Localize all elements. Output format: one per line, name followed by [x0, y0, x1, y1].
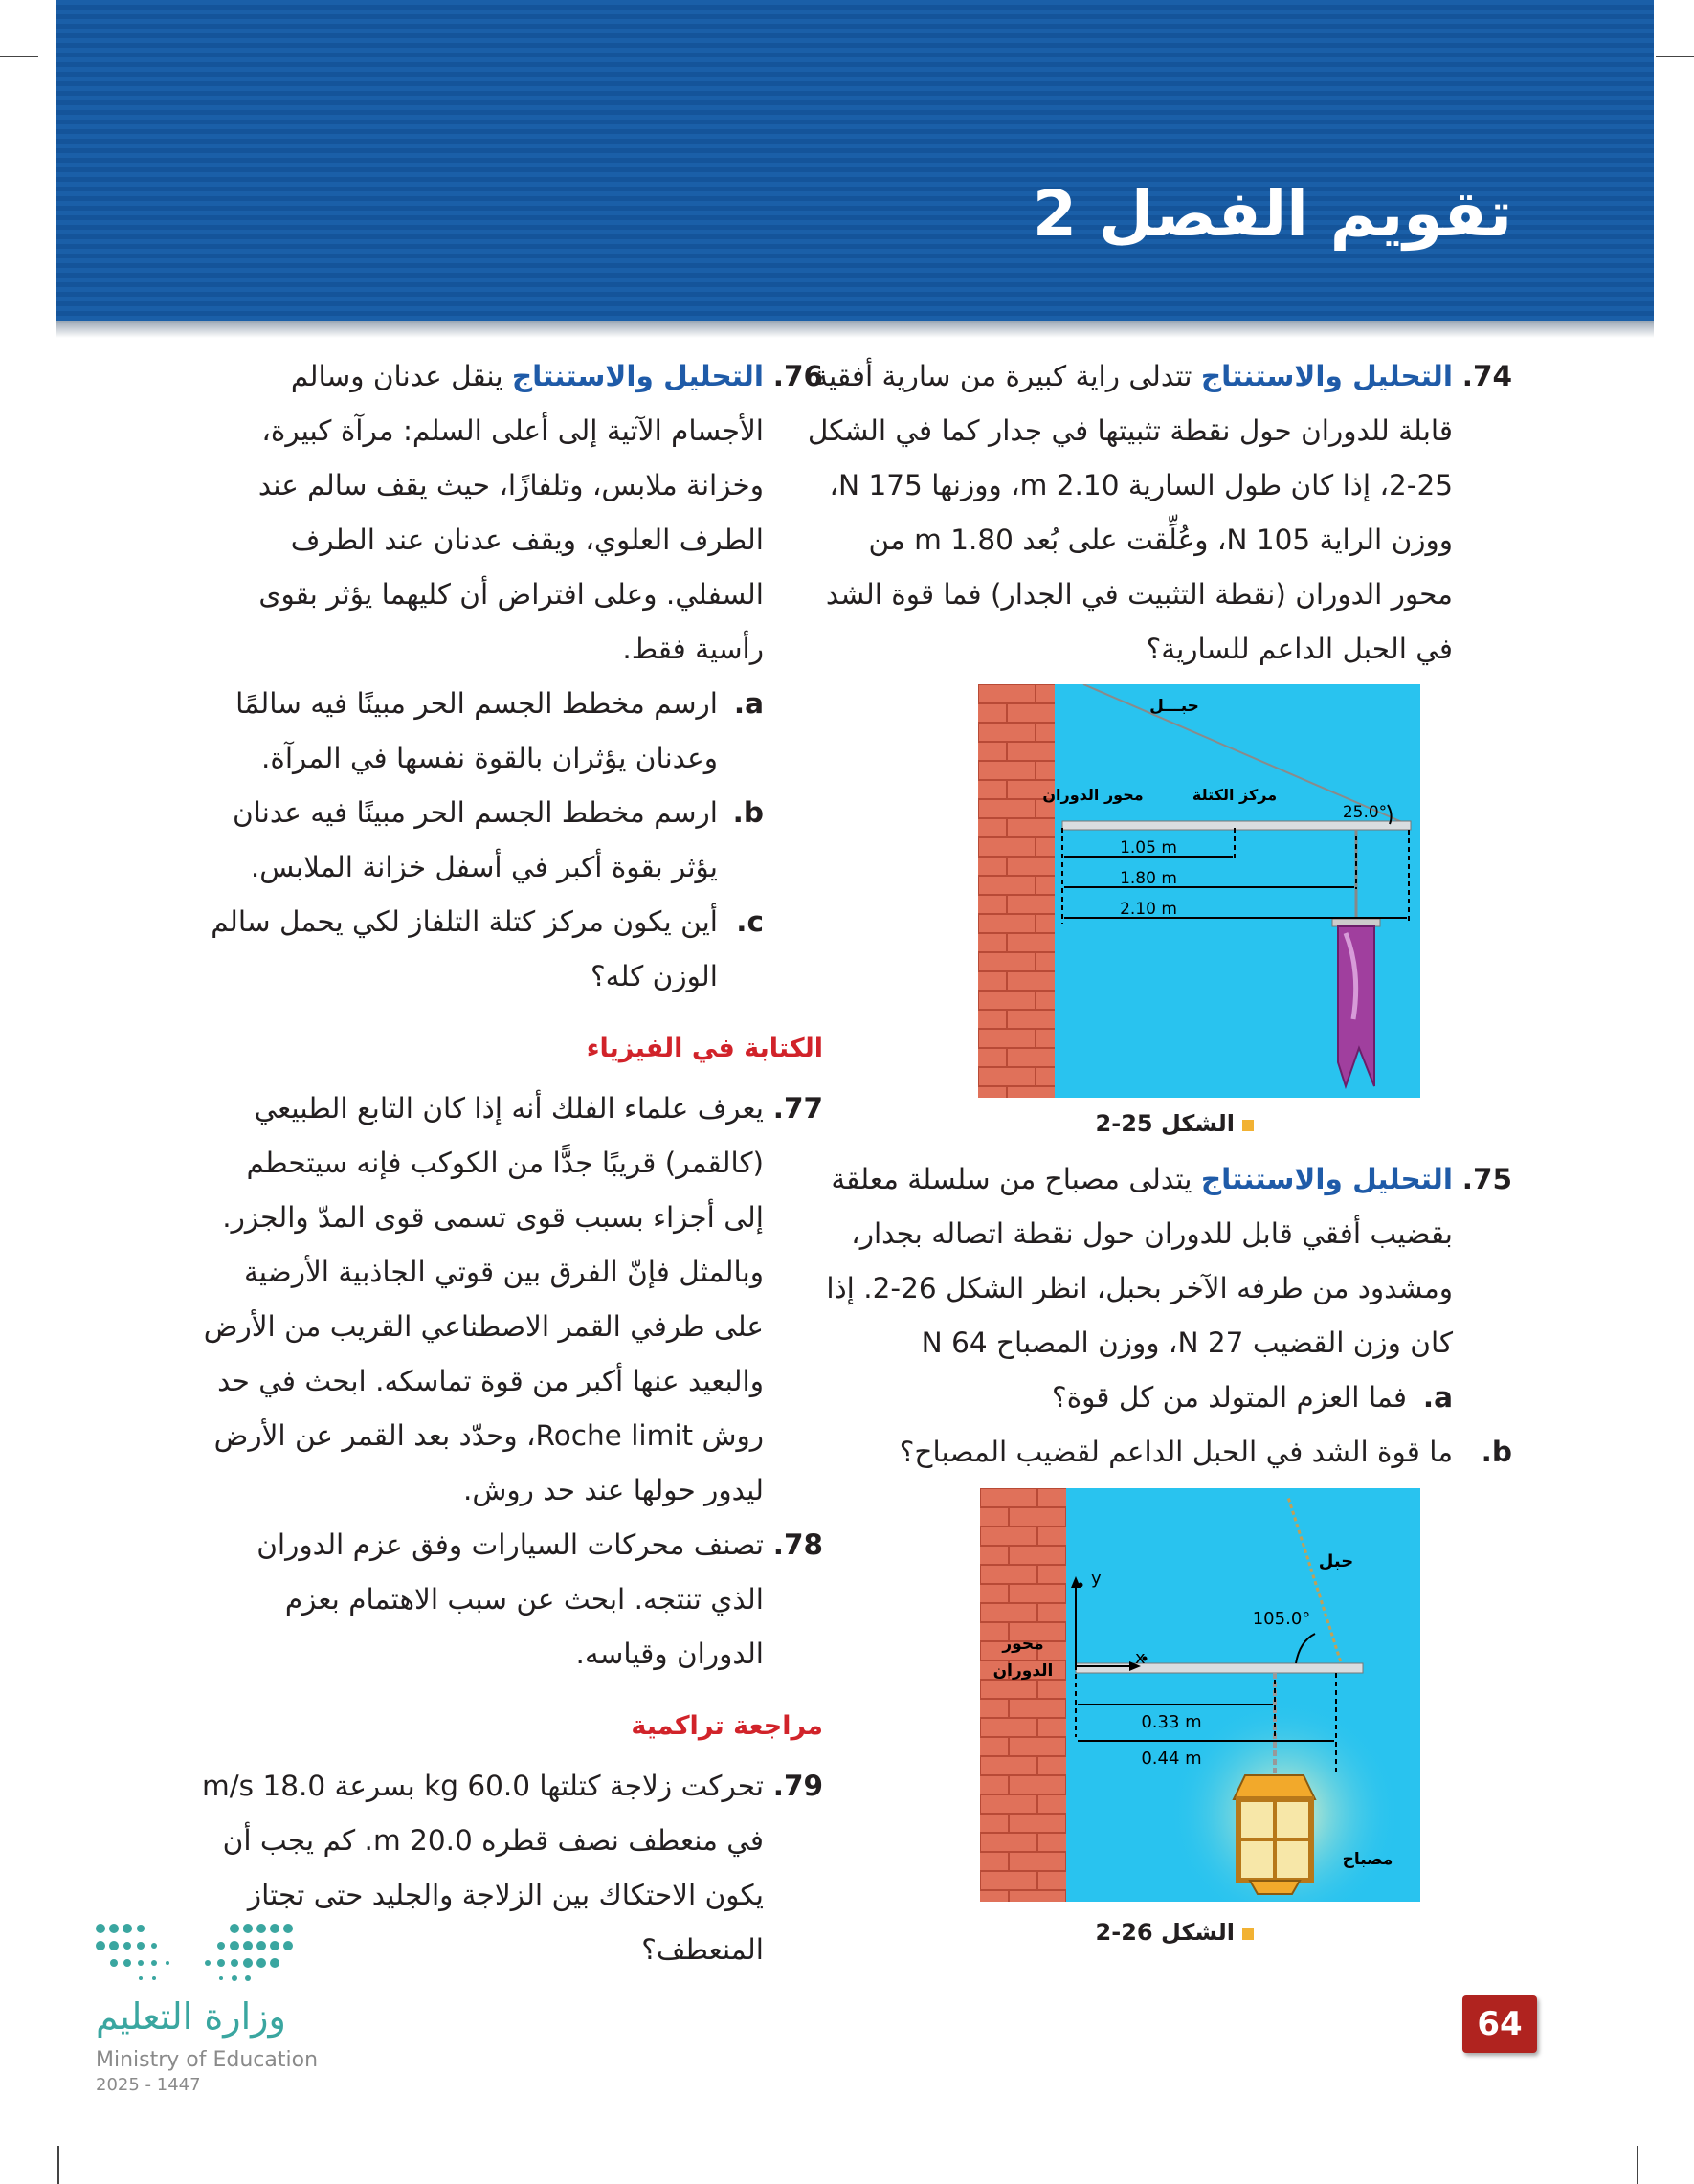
fig25-dim-105: 1.05 m: [1120, 838, 1177, 858]
crop-mark: [57, 2146, 59, 2184]
ministry-name-english: Ministry of Education: [96, 2048, 319, 2072]
question-text: ينقل عدنان وسالم الأجسام الآتية إلى أعلى السلم: مرآة كبيرة، وخزانة ملابس، وتلفازًا، حيث يقف سالم عند الطرف العلوي، ويقف عدنان عند الطرف السفلي. وعلى افتراض أن كليهما يؤثر بقوى رأسية فقط.: [257, 360, 764, 665]
fig26-axis-label-2: الدوران: [992, 1661, 1054, 1681]
sub-text: ارسم مخطط الجسم الحر مبينًا فيه سالمًا وعدنان يؤثران بالقوة نفسها في المرآة.: [235, 687, 718, 774]
question-keyword: التحليل والاستنتاج: [511, 360, 764, 392]
question-keyword: التحليل والاستنتاج: [1200, 1163, 1453, 1195]
sub-letter: c.: [736, 905, 764, 938]
figure-25-caption: الشكل 25-2: [1096, 1110, 1254, 1137]
question-74: [804, 349, 1512, 677]
ministry-name-arabic: وزارة التعليم: [96, 1995, 286, 2038]
crop-mark: [1637, 2146, 1638, 2184]
page-number: 64: [1462, 1995, 1537, 2053]
crop-mark: [1656, 56, 1694, 57]
question-76b: [201, 786, 823, 895]
fig26-dim-044: 0.44 m: [1141, 1749, 1202, 1769]
ministry-logo-dots: [91, 1919, 301, 1990]
question-text: تحركت زلاجة كتلتها 60.0 kg بسرعة 18.0 m/s في منعطف نصف قطره 20.0 m. كم يجب أن يكون الاحتكاك بين الزلاجة والجليد حتى تجتاز المنعطف؟: [202, 1770, 764, 1966]
brick-wall: [980, 1488, 1066, 1902]
question-number: 74.: [1461, 360, 1512, 392]
banner-shadow: [56, 321, 1654, 338]
fig25-rope-label: حبـــل: [1149, 697, 1199, 716]
fig26-y-label: y: [1091, 1569, 1102, 1589]
brick-wall: [978, 684, 1055, 1098]
sub-letter: b.: [1481, 1436, 1512, 1468]
fig26-axis-label-1: محور: [1002, 1635, 1044, 1654]
right-column: [804, 349, 1512, 677]
fig26-dim-033: 0.33 m: [1141, 1712, 1202, 1732]
fig26-x-label: x: [1135, 1648, 1146, 1668]
question-75b: [804, 1425, 1512, 1480]
question-number: 76.: [772, 360, 823, 392]
sub-text: ما قوة الشد في الحبل الداعم لقضيب المصباح؟: [899, 1436, 1453, 1468]
fig25-center-label: مركز الكتلة: [1192, 786, 1278, 804]
ministry-year: 2025 - 1447: [96, 2075, 201, 2095]
question-number: 79.: [772, 1770, 823, 1802]
question-76: [201, 349, 823, 677]
sub-letter: b.: [732, 796, 764, 829]
lamp-rod: [1076, 1663, 1363, 1673]
question-text: تتدلى راية كبيرة من سارية أفقية قابلة للدوران حول نقطة تثبيتها في جدار كما في الشكل 25-2، إذا كان طول السارية 2.10 m، ووزنها 175 N، ووزن الراية 105 N، وعُلِّقت على بُعد 1.80 m من محور الدوران (نقطة التثبيت في الجدار) فما قوة الشد في الحبل الداعم للسارية؟: [807, 360, 1453, 665]
sub-letter: a.: [733, 687, 764, 720]
sub-text: فما العزم المتولد من كل قوة؟: [1052, 1381, 1407, 1414]
question-text: يتدلى مصباح من سلسلة معلقة بقضيب أفقي قابل للدوران حول نقطة اتصاله بجدار، ومشدود من طرفه الآخر بحبل، انظر الشكل 26-2. إذا كان وزن القضيب 27 N، ووزن المصباح 64 N: [826, 1163, 1453, 1359]
fig25-dim-210: 2.10 m: [1120, 900, 1177, 919]
crop-mark: [0, 56, 38, 57]
fig26-lamp-label: مصباح: [1342, 1850, 1393, 1869]
question-75: [804, 1152, 1512, 1371]
question-76c: [201, 895, 823, 1004]
question-77: [201, 1081, 823, 1518]
question-keyword: التحليل والاستنتاج: [1200, 360, 1453, 392]
question-number: 77.: [772, 1092, 823, 1125]
fig25-axis-label: محور الدوران: [1042, 786, 1144, 804]
question-75-block: [804, 1152, 1512, 1480]
question-text: يعرف علماء الفلك أنه إذا كان التابع الطبيعي (كالقمر) قريبًا جدًّا من الكوكب فإنه سيتحطم إلى أجزاء بسبب قوى تسمى قوى المدّ والجزر. وبالمثل فإنّ الفرق بين قوتي الجاذبية الأرضية على طرفي القمر الاصطناعي القريب من الأرض والبعيد عنها أكبر من قوة تماسكه. ابحث في حد روش Roche limit، وحدّد بعد القمر عن الأرض ليدور حولها عند حد روش.: [203, 1092, 764, 1506]
caption-marker: [1242, 1928, 1254, 1940]
figure-25-2: [978, 684, 1420, 1098]
section-writing-heading: الكتابة في الفيزياء: [586, 1034, 823, 1063]
caption-marker: [1242, 1120, 1254, 1131]
left-column: [201, 349, 823, 1977]
figure-26-caption: الشكل 26-2: [1096, 1919, 1254, 1946]
question-number: 75.: [1461, 1163, 1512, 1195]
sub-text: ارسم مخطط الجسم الحر مبينًا فيه عدنان يؤثر بقوة أكبر في أسفل خزانة الملابس.: [232, 796, 718, 883]
fig25-angle-label: 25.0°: [1342, 803, 1388, 822]
question-number: 78.: [772, 1528, 823, 1561]
question-75a: [804, 1371, 1512, 1425]
question-78: [201, 1518, 823, 1682]
figure-26-2: [980, 1488, 1420, 1902]
fig26-angle-label: 105.0°: [1252, 1609, 1311, 1629]
flag-rod: [1332, 919, 1380, 926]
sub-letter: a.: [1422, 1381, 1453, 1414]
chapter-banner: [56, 0, 1654, 321]
question-76a: [201, 677, 823, 786]
question-text: تصنف محركات السيارات وفق عزم الدوران الذي تنتجه. ابحث عن سبب الاهتمام بعزم الدوران وقياسه.: [256, 1528, 764, 1670]
flagpole: [1062, 821, 1411, 830]
sub-text: أين يكون مركز كتلة التلفاز لكي يحمل سالم الوزن كله؟: [211, 905, 718, 992]
chapter-title: تقويم الفصل 2: [1033, 177, 1512, 251]
section-review-heading: مراجعة تراكمية: [631, 1711, 823, 1741]
fig25-dim-180: 1.80 m: [1120, 869, 1177, 888]
lamp-top: [1234, 1775, 1315, 1799]
fig26-rope-label: حبل: [1318, 1551, 1354, 1571]
